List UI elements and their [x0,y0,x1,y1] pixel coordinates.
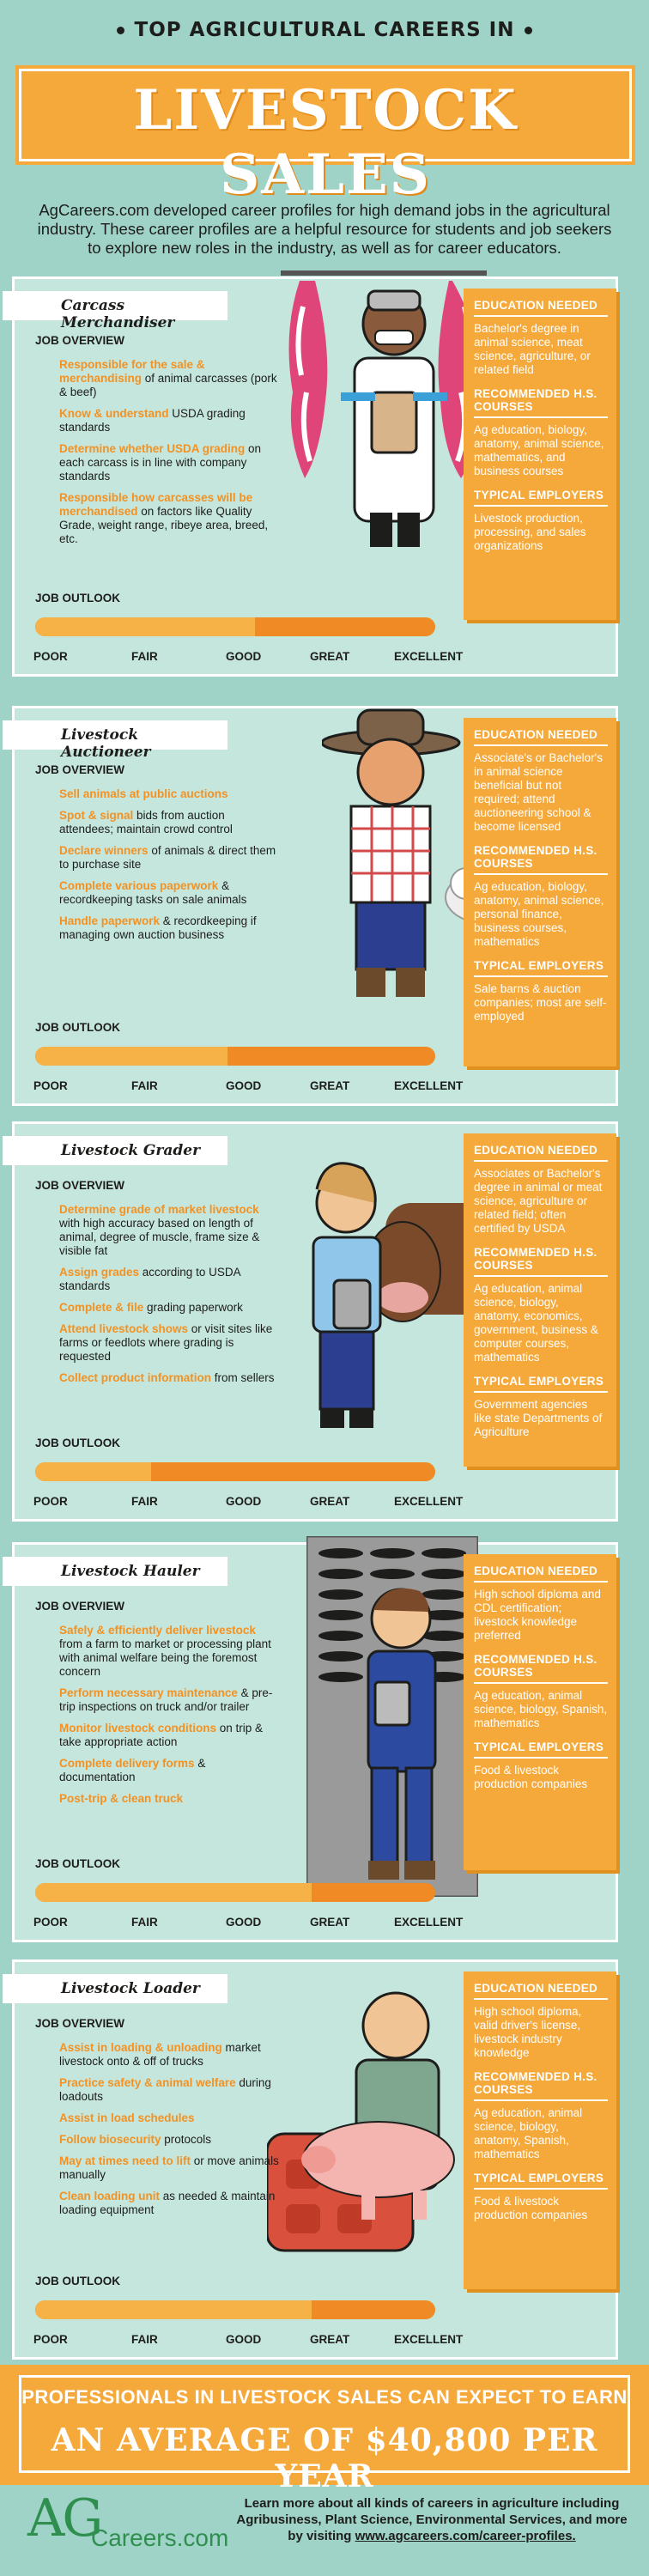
career-title: Livestock Grader [3,1136,227,1165]
education-heading: EDUCATION NEEDED [474,1144,608,1162]
career-title: Livestock Auctioneer [3,720,227,750]
outlook-scale-label: EXCELLENT [394,2333,464,2346]
outlook-bar [35,1883,435,1902]
livestock-hauler-illustration [306,1536,478,1897]
top-line [0,19,649,41]
task-detail: of animals & direct them to purchase site [59,844,276,871]
task-highlight: Post-trip & clean truck [59,1792,184,1805]
task-highlight: Monitor livestock conditions [59,1722,217,1735]
employers-text: Sale barns & auction companies; most are self-employed [474,982,607,1023]
courses-text: Ag education, animal science, biology, Spanish, mathematics [474,1689,608,1729]
task-highlight: Safely & efficiently deliver livestock [59,1624,256,1637]
livestock-loader-illustration [267,1988,482,2254]
outlook-scale-label: GOOD [226,1495,262,1508]
requirements-card [464,289,616,620]
outlook-scale-label: FAIR [131,1495,158,1508]
task-detail: as needed & maintain loading equipment [59,2190,276,2216]
earnings-band [0,2365,649,2494]
task-detail: of animal carcasses (pork & beef) [59,372,277,398]
outlook-scale-label: GREAT [310,1916,350,1929]
task-detail: with high accuracy based on length of animal, degree of muscle, frame size & visible fat [59,1217,260,1257]
task-list [59,787,279,950]
task-highlight: Assist in load schedules [59,2111,195,2124]
task-detail: protocols [161,2133,212,2146]
task-highlight: Complete various paperwork [59,879,219,892]
task-highlight: Responsible how carcasses will be merchandised [59,491,253,518]
task-detail: grading paperwork [143,1301,243,1314]
task-item [59,1722,279,1749]
education-heading: EDUCATION NEEDED [474,1982,608,2000]
employers-heading: TYPICAL EMPLOYERS [474,2172,608,2190]
task-detail: USDA grading standards [59,407,246,434]
courses-heading: RECOMMENDED H.S. COURSES [474,2070,608,2101]
intro-text: AgCareers.com developed career profiles for high demand jobs in the agricultural industry. These career profiles are a helpful resource for students and job seekers to explore new roles in the industry, as well as for career educators. [37,201,612,257]
task-item [59,1686,279,1714]
outlook-scale-label: GOOD [226,2333,262,2346]
task-item [59,2190,279,2217]
task-detail: & recordkeeping tasks on sale animals [59,879,247,906]
task-detail: on factors like Quality Grade, weight range, ribeye area, breed, etc. [59,505,269,545]
education-heading: EDUCATION NEEDED [474,728,608,746]
bullet-dot [525,27,532,34]
task-highlight: Complete & file [59,1301,144,1314]
education-text: Bachelor's degree in animal science, meat science, agriculture, or related field [474,322,591,376]
job-overview-label: JOB OVERVIEW [35,2017,125,2030]
employers-heading: TYPICAL EMPLOYERS [474,1741,608,1759]
task-highlight: Clean loading unit [59,2190,160,2202]
outlook-scale-label: EXCELLENT [394,650,464,663]
task-detail: during loadouts [59,2076,271,2103]
task-highlight: Complete delivery forms [59,1757,195,1770]
task-detail: bids from auction attendees; maintain crowd control [59,809,233,835]
education-text: Associate's or Bachelor's in animal science beneficial but not required; attend auctioneering school & become licensed [474,751,603,833]
task-item [59,2154,279,2182]
task-highlight: Determine whether USDA grading [59,442,246,455]
career-illustration [306,1536,478,1900]
courses-text: Ag education, biology, anatomy, animal science, personal finance, business courses, mathematics [474,880,604,948]
task-item [59,1266,279,1293]
requirements-card [464,718,616,1066]
education-heading: EDUCATION NEEDED [474,299,608,317]
outlook-scale-label: GREAT [310,650,350,663]
requirements-card [464,1554,616,1870]
page-title: LIVESTOCK SALES [133,78,518,207]
outlook-scale-label: FAIR [131,2333,158,2346]
task-detail: market livestock onto & off of trucks [59,2041,261,2068]
task-highlight: Collect product information [59,1371,211,1384]
task-detail: & documentation [59,1757,206,1783]
task-list [59,1624,279,1814]
job-overview-label: JOB OVERVIEW [35,1600,125,1613]
job-overview-label: JOB OVERVIEW [35,1179,125,1192]
courses-text: Ag education, animal science, biology, anatomy, Spanish, mathematics [474,2106,583,2160]
outlook-scale-label: EXCELLENT [394,1079,464,1092]
task-item [59,787,279,801]
outlook-scale-label: POOR [33,2333,68,2346]
courses-text: Ag education, biology, anatomy, animal science, mathematics, and business courses [474,423,604,477]
job-overview-label: JOB OVERVIEW [35,763,125,776]
task-item [59,1792,279,1806]
outlook-scale-label: GOOD [226,1079,262,1092]
outlook-scale-label: GOOD [226,1916,262,1929]
outlook-scale-label: GOOD [226,650,262,663]
earnings-line-1: PROFESSIONALS IN LIVESTOCK SALES CAN EXPECT TO EARN [21,2386,628,2408]
task-highlight: Perform necessary maintenance [59,1686,238,1699]
task-highlight: Assign grades [59,1266,140,1279]
outlook-bar-fill [35,1047,227,1066]
task-highlight: Know & understand [59,407,169,420]
task-item [59,1203,279,1258]
task-detail: & pre-trip inspections on truck and/or trailer [59,1686,273,1713]
task-detail: on trip & take appropriate action [59,1722,264,1748]
task-detail: from a farm to market or processing plant with animal welfare being the foremost concern [59,1637,271,1678]
task-item [59,914,279,942]
task-detail: on each carcass is in line with company standards [59,442,262,483]
task-highlight: Practice safety & animal welfare [59,2076,236,2089]
career-title: Livestock Hauler [3,1557,227,1586]
courses-text: Ag education, animal science, biology, anatomy, economics, government, business & computer courses, mathematics [474,1282,598,1364]
employers-text: Government agencies like state Departments of Agriculture [474,1398,603,1438]
courses-heading: RECOMMENDED H.S. COURSES [474,1653,608,1684]
task-item [59,2041,279,2069]
employers-heading: TYPICAL EMPLOYERS [474,1375,608,1393]
footer-body: Learn more about all kinds of careers in agriculture including Agribusiness, Plant Science, Environmental Services, and more by visiting [236,2496,628,2543]
task-item [59,1757,279,1784]
task-highlight: Handle paperwork [59,914,161,927]
earnings-frame [19,2375,630,2494]
job-outlook-label: JOB OUTLOOK [35,2275,121,2287]
task-item [59,491,279,546]
earnings-line-2: AN AVERAGE OF $40,800 PER YEAR [51,2422,598,2494]
footer-link[interactable]: www.agcareers.com/career-profiles. [355,2529,576,2543]
requirements-card [464,1133,616,1467]
career-title: Carcass Merchandiser [3,291,227,320]
career-illustration [281,264,487,559]
task-highlight: Spot & signal [59,809,134,822]
task-item [59,879,279,907]
task-list [59,1203,279,1393]
agcareers-logo-ag: AG [27,2488,101,2549]
outlook-bar [35,617,435,636]
task-item [59,407,279,434]
task-detail: or move animals manually [59,2154,279,2181]
education-heading: EDUCATION NEEDED [474,1564,608,1583]
task-detail: from sellers [211,1371,275,1384]
career-illustration [267,1988,482,2257]
requirements-card [464,1971,616,2289]
outlook-scale-label: POOR [33,650,68,663]
task-item [59,1624,279,1679]
courses-heading: RECOMMENDED H.S. COURSES [474,844,608,875]
task-item [59,844,279,872]
outlook-bar-fill [35,1462,151,1481]
outlook-bar [35,1462,435,1481]
employers-heading: TYPICAL EMPLOYERS [474,959,608,977]
task-item [59,809,279,836]
outlook-scale-label: POOR [33,1079,68,1092]
courses-heading: RECOMMENDED H.S. COURSES [474,387,608,418]
outlook-scale-label: POOR [33,1916,68,1929]
education-text: High school diploma and CDL certification; livestock knowledge preferred [474,1588,601,1642]
task-highlight: Responsible for the sale & merchandising [59,358,205,385]
task-highlight: Attend livestock shows [59,1322,189,1335]
outlook-scale-label: EXCELLENT [394,1916,464,1929]
task-item [59,2133,279,2147]
bullet-dot [117,27,124,34]
title-banner [19,69,632,207]
task-detail: or visit sites like farms or feedlots where grading is requested [59,1322,273,1363]
outlook-scale-label: FAIR [131,1916,158,1929]
agcareers-logo-text: Careers.com [91,2524,229,2551]
outlook-scale-label: POOR [33,1495,68,1508]
outlook-bar-fill [35,617,255,636]
task-list [59,358,279,554]
employers-text: Food & livestock production companies [474,2195,588,2221]
task-detail: according to USDA standards [59,1266,240,1292]
task-highlight: May at times need to lift [59,2154,191,2167]
outlook-scale-label: GREAT [310,2333,350,2346]
outlook-scale-label: GREAT [310,1495,350,1508]
task-item [59,2111,279,2125]
task-detail: & recordkeeping if managing own auction business [59,914,257,941]
outlook-scale-label: FAIR [131,1079,158,1092]
task-highlight: Follow biosecurity [59,2133,161,2146]
outlook-bar [35,1047,435,1066]
task-item [59,1301,279,1315]
outlook-bar [35,2300,435,2319]
job-outlook-label: JOB OUTLOOK [35,592,121,605]
outlook-bar-fill [35,1883,312,1902]
employers-heading: TYPICAL EMPLOYERS [474,489,608,507]
top-line-text: TOP AGRICULTURAL CAREERS IN [134,19,515,41]
task-highlight: Declare winners [59,844,149,857]
education-text: High school diploma, valid driver's license, livestock industry knowledge [474,2005,582,2059]
job-outlook-label: JOB OUTLOOK [35,1437,121,1449]
task-highlight: Assist in loading & unloading [59,2041,222,2054]
task-item [59,1371,279,1385]
task-item [59,358,279,399]
job-overview-label: JOB OVERVIEW [35,334,125,347]
task-highlight: Determine grade of market livestock [59,1203,259,1216]
education-text: Associates or Bachelor's degree in animal or meat science, agriculture or related field; often certified by USDA [474,1167,603,1235]
task-list [59,2041,279,2225]
career-title: Livestock Loader [3,1974,227,2003]
outlook-bar-fill [35,2300,312,2319]
employers-text: Food & livestock production companies [474,1764,588,1790]
outlook-scale-label: GREAT [310,1079,350,1092]
job-outlook-label: JOB OUTLOOK [35,1857,121,1870]
task-highlight: Sell animals at public auctions [59,787,228,800]
outlook-scale-label: EXCELLENT [394,1495,464,1508]
job-outlook-label: JOB OUTLOOK [35,1021,121,1034]
carcass-merchandiser-illustration [281,264,487,556]
task-item [59,1322,279,1364]
footer-text [230,2495,634,2544]
outlook-scale-label: FAIR [131,650,158,663]
task-item [59,2076,279,2104]
task-item [59,442,279,483]
courses-heading: RECOMMENDED H.S. COURSES [474,1246,608,1277]
employers-text: Livestock production, processing, and sales organizations [474,512,586,552]
